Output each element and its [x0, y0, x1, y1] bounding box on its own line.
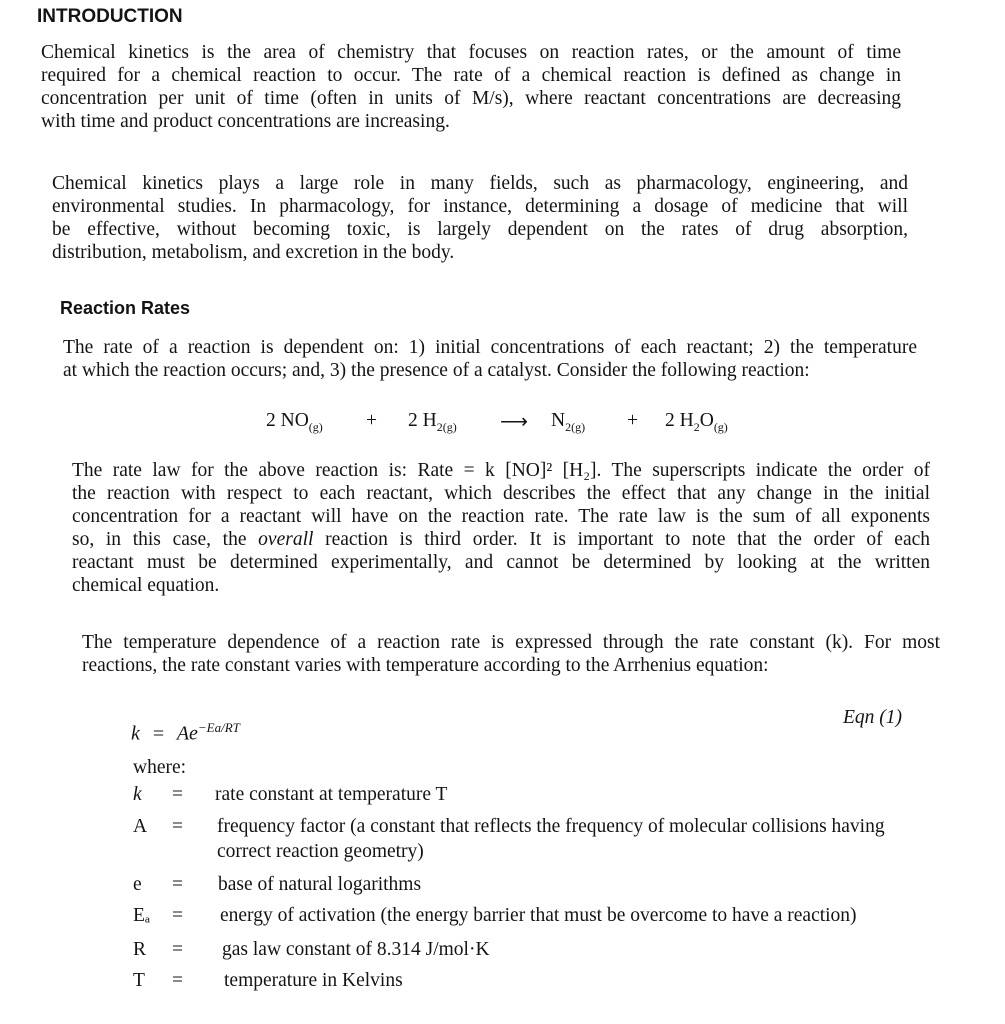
definition-text: correct reaction geometry) [217, 841, 424, 862]
definition-text: energy of activation (the energy barrier that must be overcome to have a reaction) [220, 905, 857, 926]
equation-label: Eqn (1) [843, 707, 903, 728]
equals-sign: = [172, 905, 183, 926]
product-h2o: 2 H [665, 410, 694, 431]
chemical-reaction [0, 410, 1005, 436]
rates-paragraph-1 [63, 336, 917, 382]
product-n2: N [551, 410, 566, 431]
emphasis: overall [258, 529, 314, 550]
section-heading-introduction: INTRODUCTION [37, 6, 183, 27]
definition-symbol: A [133, 816, 148, 837]
subscript: 2 [693, 419, 700, 434]
intro-paragraph-1 [41, 41, 901, 133]
text-line: The temperature dependence of a reaction rate is expressed through the rate constant (k). For most [82, 632, 940, 653]
text-line: with time and product concentrations are increasing. [41, 111, 450, 132]
definition-text: rate constant at temperature T [215, 784, 448, 805]
definition-symbol: k [133, 784, 142, 805]
arrhenius-equation [131, 720, 240, 746]
state: (g) [308, 419, 323, 434]
plus-sign: + [366, 410, 377, 431]
text-line: required for a chemical reaction to occur. The rate of a chemical reaction is defined as change in [41, 65, 901, 86]
definition-symbol: R [133, 939, 147, 960]
equals-sign: = [172, 939, 183, 960]
definition-text: temperature in Kelvins [224, 970, 403, 991]
text-line [72, 528, 930, 551]
equals-sign: = [172, 816, 183, 837]
text-line: The rate law for the above reaction is: Rate = k [NO]² [H₂]. The superscripts indicate the order of [72, 460, 930, 481]
reactant-h2: 2 H [408, 410, 437, 431]
state: (g) [571, 419, 586, 434]
exponent: −Ea/RT [197, 720, 240, 735]
equals-sign: = [172, 970, 183, 991]
definition-text: gas law constant of 8.314 J/mol·K [222, 939, 490, 960]
text-line: chemical equation. [72, 575, 220, 596]
definition-symbol: Eₐ [133, 905, 151, 926]
text-line: reactant must be determined experimentally, and cannot be determined by looking at the written [72, 552, 930, 573]
text-line: be effective, without becoming toxic, is largely dependent on the rates of drug absorption, [52, 219, 908, 240]
reactant-no: 2 NO [266, 410, 309, 431]
rates-paragraph-2 [72, 459, 930, 597]
intro-paragraph-2 [52, 172, 908, 264]
eq-lhs: k [131, 722, 140, 745]
state: (g) [442, 419, 457, 434]
text: O [699, 410, 714, 431]
plus-sign: + [627, 410, 638, 431]
where-label: where: [133, 757, 187, 778]
text-line: distribution, metabolism, and excretion in the body. [52, 242, 455, 263]
text-line: at which the reaction occurs; and, 3) the presence of a catalyst. Consider the following reaction: [63, 360, 810, 381]
rates-paragraph-3 [82, 631, 940, 677]
equals-sign: = [172, 874, 183, 895]
eq-rhs: Ae [176, 722, 198, 745]
equals-sign: = [152, 722, 165, 745]
subscript: 2 [436, 419, 443, 434]
text-line: reactions, the rate constant varies with temperature according to the Arrhenius equation: [82, 655, 769, 676]
text: reaction is third order. It is important to note that the order of each [313, 529, 931, 550]
reaction-arrow-icon: ⟶ [500, 412, 528, 433]
text-line: the reaction with respect to each reactant, which describes the effect that any change in the initial [72, 483, 930, 504]
text: so, in this case, the [72, 529, 259, 550]
section-heading-reaction-rates: Reaction Rates [60, 298, 191, 318]
text-line: environmental studies. In pharmacology, for instance, determining a dosage of medicine that will [52, 196, 908, 217]
state: (g) [713, 419, 728, 434]
equals-sign: = [172, 784, 183, 805]
text-line: Chemical kinetics plays a large role in many fields, such as pharmacology, engineering, and [52, 173, 908, 194]
text-line: concentration per unit of time (often in units of M/s), where reactant concentrations are decreasing [41, 88, 901, 109]
definition-text: frequency factor (a constant that reflects the frequency of molecular collisions having [217, 816, 885, 837]
text-line: The rate of a reaction is dependent on: 1) initial concentrations of each reactant; 2) the temperature [63, 337, 917, 358]
definition-symbol: e [133, 874, 142, 895]
definition-text: base of natural logarithms [218, 874, 422, 895]
text-line: Chemical kinetics is the area of chemistry that focuses on reaction rates, or the amount of time [41, 42, 901, 63]
text-line: concentration for a reactant will have on the reaction rate. The rate law is the sum of all exponents [72, 506, 930, 527]
subscript: 2 [565, 419, 572, 434]
definition-symbol: T [133, 970, 145, 991]
